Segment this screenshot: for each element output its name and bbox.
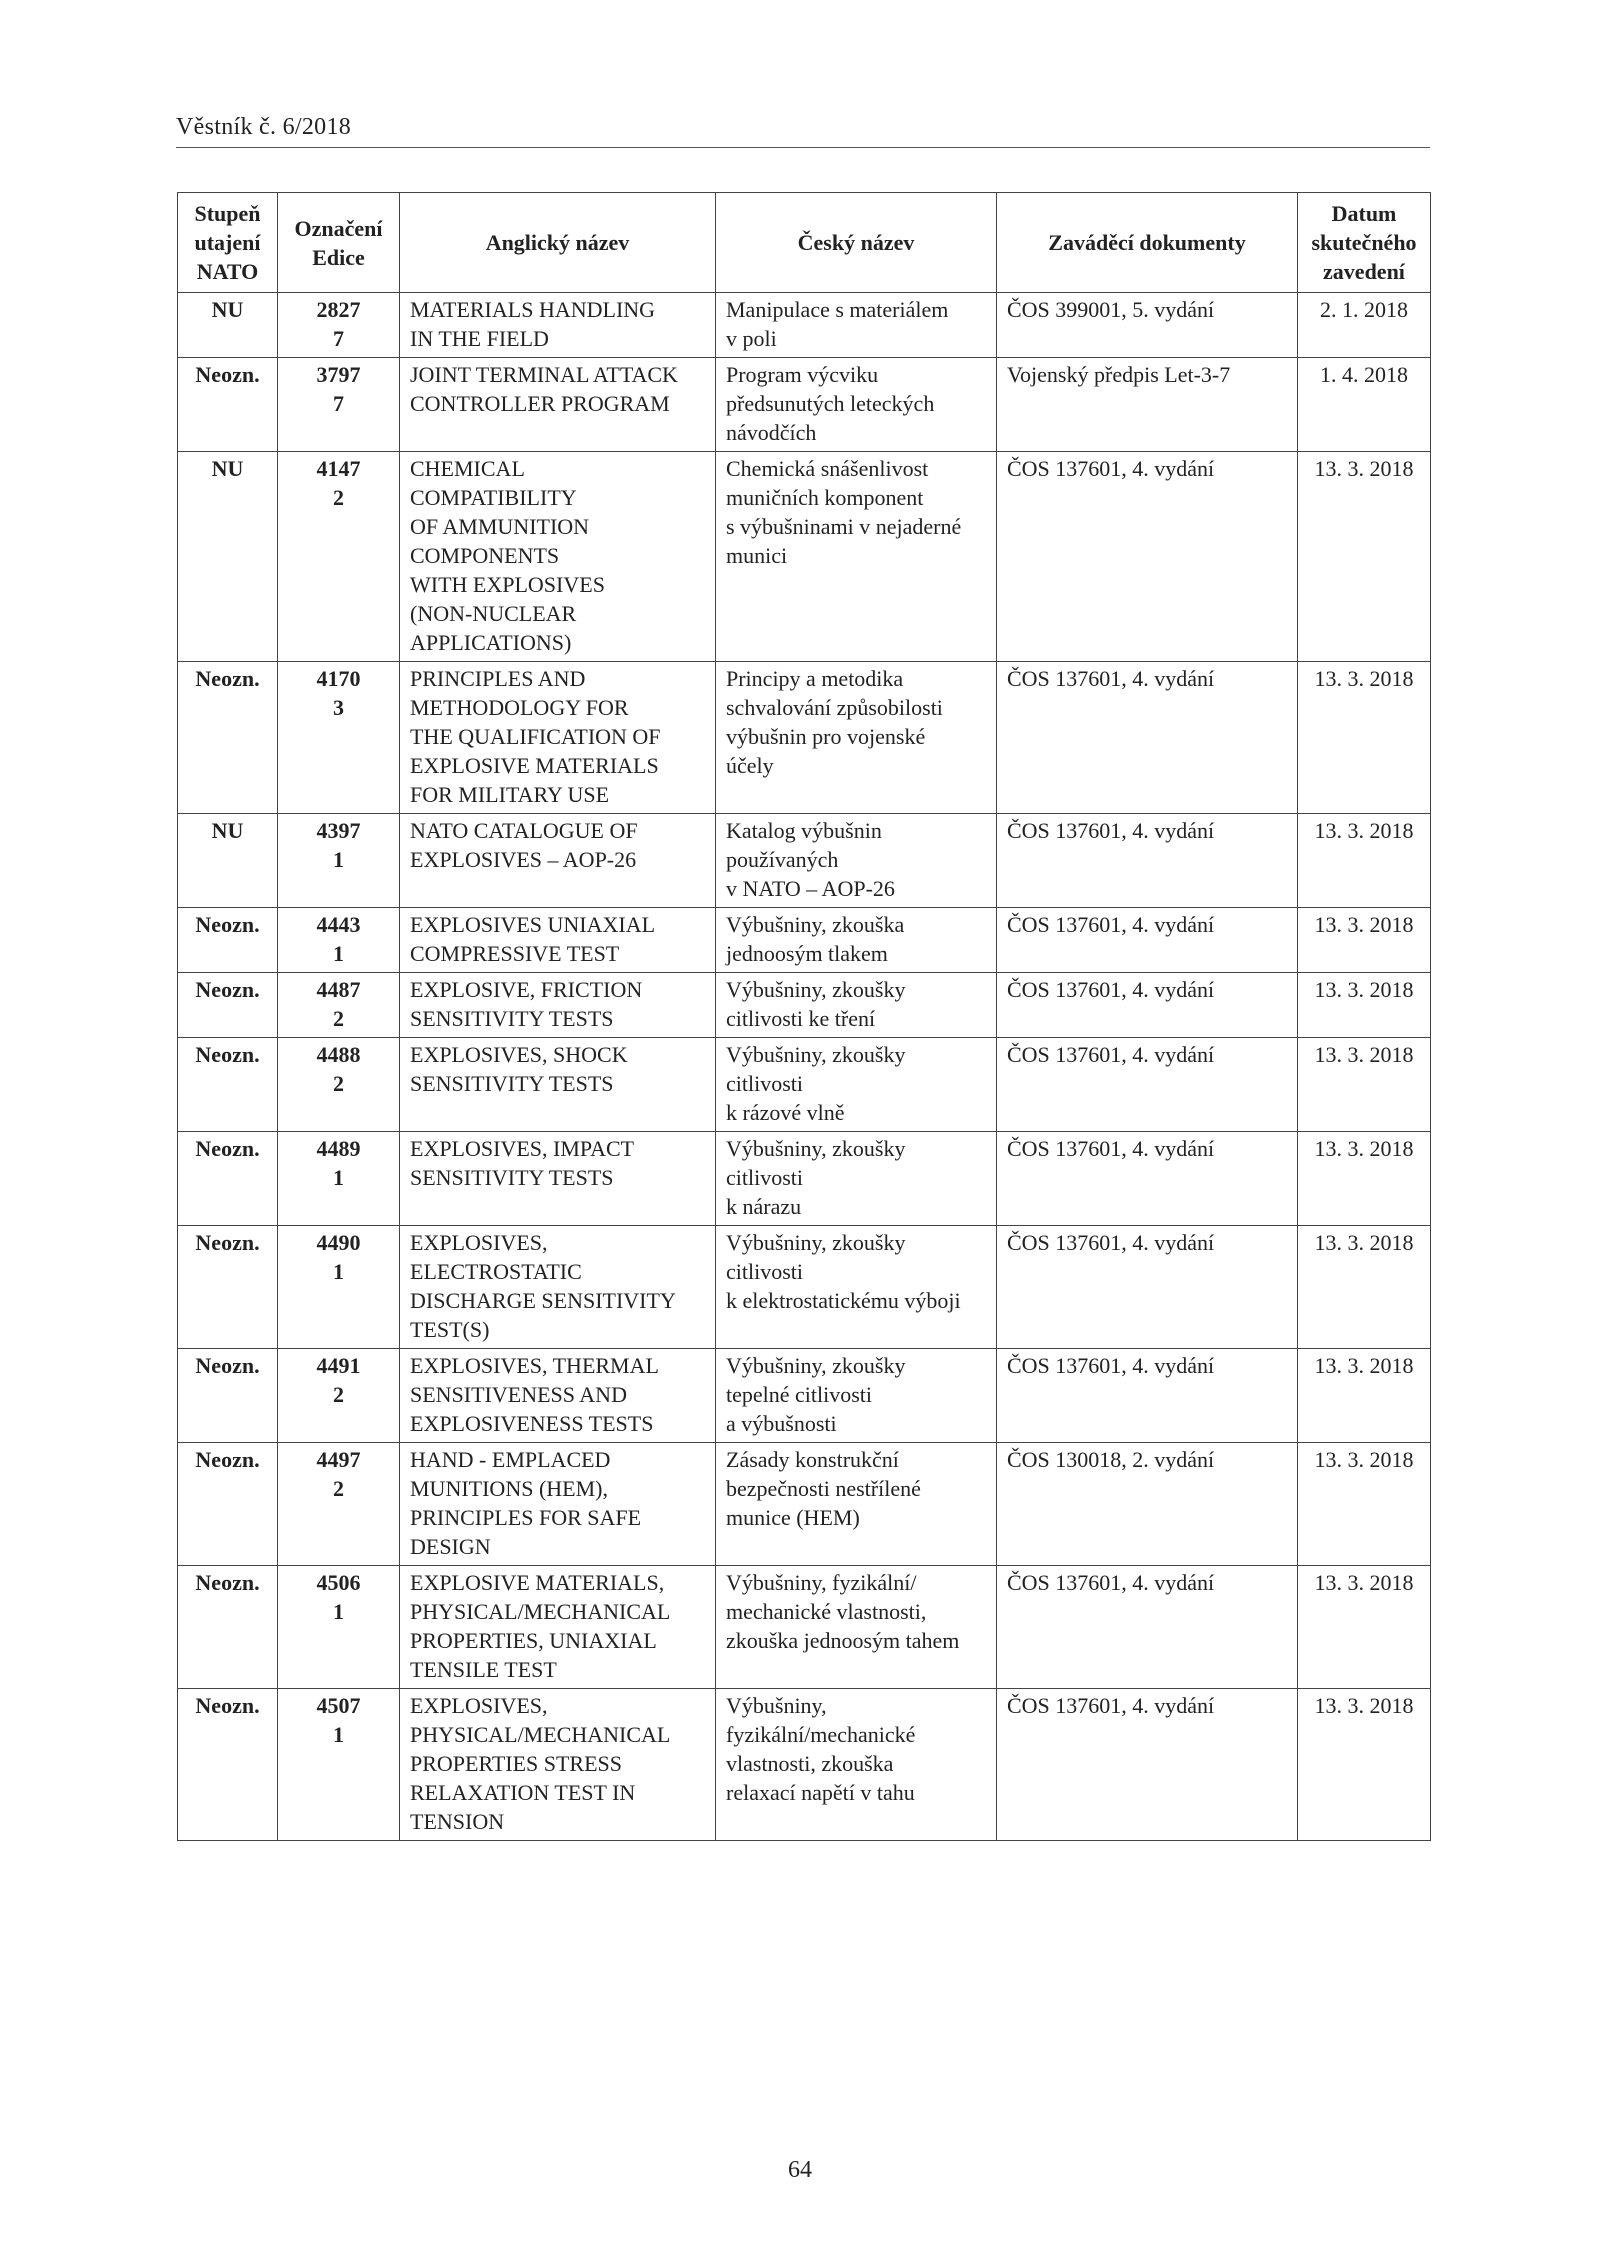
english-title-cell: EXPLOSIVES, SHOCK SENSITIVITY TESTS bbox=[400, 1038, 716, 1132]
designation-cell bbox=[278, 293, 400, 358]
classification-cell: Neozn. bbox=[178, 1566, 278, 1689]
implementing-document-cell: ČOS 137601, 4. vydání bbox=[997, 1132, 1298, 1226]
stanag-number: 4507 bbox=[316, 1693, 361, 1718]
table-row bbox=[178, 1566, 1431, 1689]
table-row bbox=[178, 814, 1431, 908]
table-row bbox=[178, 1349, 1431, 1443]
stanag-number: 4489 bbox=[316, 1136, 361, 1161]
edition-number: 1 bbox=[333, 1165, 344, 1190]
implementing-document-cell: ČOS 137601, 4. vydání bbox=[997, 662, 1298, 814]
stanag-number: 4490 bbox=[316, 1230, 361, 1255]
classification-cell: Neozn. bbox=[178, 1349, 278, 1443]
czech-title-cell: Výbušniny, fyzikální/mechanické vlastnosti, zkouška relaxací napětí v tahu bbox=[716, 1689, 997, 1841]
english-title-cell: CHEMICAL COMPATIBILITY OF AMMUNITION COMPONENTS WITH EXPLOSIVES (NON-NUCLEAR APPLICATIONS) bbox=[400, 452, 716, 662]
implementing-document-cell: ČOS 137601, 4. vydání bbox=[997, 1038, 1298, 1132]
col-header-czech-title: Český název bbox=[716, 193, 997, 293]
col-header-classification: Stupeň utajení NATO bbox=[178, 193, 278, 293]
implementing-document-cell: ČOS 137601, 4. vydání bbox=[997, 814, 1298, 908]
table-head bbox=[178, 193, 1431, 293]
classification-cell: NU bbox=[178, 814, 278, 908]
implementation-date-cell: 13. 3. 2018 bbox=[1298, 1226, 1431, 1349]
classification-cell: Neozn. bbox=[178, 1689, 278, 1841]
designation-cell bbox=[278, 1689, 400, 1841]
designation-cell bbox=[278, 973, 400, 1038]
implementing-document-cell: ČOS 137601, 4. vydání bbox=[997, 1689, 1298, 1841]
stanag-number: 4170 bbox=[316, 666, 361, 691]
designation-cell bbox=[278, 358, 400, 452]
english-title-cell: EXPLOSIVES, PHYSICAL/MECHANICAL PROPERTIES STRESS RELAXATION TEST IN TENSION bbox=[400, 1689, 716, 1841]
table-body bbox=[178, 293, 1431, 1841]
standards-table bbox=[177, 192, 1431, 1841]
stanag-number: 4497 bbox=[316, 1447, 361, 1472]
table-row bbox=[178, 1132, 1431, 1226]
designation-cell bbox=[278, 1566, 400, 1689]
classification-cell: Neozn. bbox=[178, 1443, 278, 1566]
table-row bbox=[178, 973, 1431, 1038]
col-header-implementation-date: Datum skutečného zavedení bbox=[1298, 193, 1431, 293]
czech-title-cell: Zásady konstrukční bezpečnosti nestřílené munice (HEM) bbox=[716, 1443, 997, 1566]
classification-cell: Neozn. bbox=[178, 1226, 278, 1349]
stanag-number: 4488 bbox=[316, 1042, 361, 1067]
implementing-document-cell: ČOS 399001, 5. vydání bbox=[997, 293, 1298, 358]
stanag-number: 4397 bbox=[316, 818, 361, 843]
edition-number: 7 bbox=[333, 326, 344, 351]
implementing-document-cell: Vojenský předpis Let-3-7 bbox=[997, 358, 1298, 452]
czech-title-cell: Chemická snášenlivost muničních komponent s výbušninami v nejaderné munici bbox=[716, 452, 997, 662]
implementation-date-cell: 13. 3. 2018 bbox=[1298, 1689, 1431, 1841]
czech-title-cell: Výbušniny, zkoušky tepelné citlivosti a výbušnosti bbox=[716, 1349, 997, 1443]
english-title-cell: EXPLOSIVE MATERIALS, PHYSICAL/MECHANICAL PROPERTIES, UNIAXIAL TENSILE TEST bbox=[400, 1566, 716, 1689]
implementing-document-cell: ČOS 137601, 4. vydání bbox=[997, 908, 1298, 973]
implementation-date-cell: 2. 1. 2018 bbox=[1298, 293, 1431, 358]
czech-title-cell: Katalog výbušnin používaných v NATO – AOP-26 bbox=[716, 814, 997, 908]
table-row bbox=[178, 908, 1431, 973]
designation-cell bbox=[278, 908, 400, 973]
english-title-cell: MATERIALS HANDLING IN THE FIELD bbox=[400, 293, 716, 358]
implementation-date-cell: 13. 3. 2018 bbox=[1298, 1443, 1431, 1566]
czech-title-cell: Výbušniny, fyzikální/ mechanické vlastnosti, zkouška jednoosým tahem bbox=[716, 1566, 997, 1689]
designation-cell bbox=[278, 662, 400, 814]
implementation-date-cell: 13. 3. 2018 bbox=[1298, 1566, 1431, 1689]
col-header-english-title: Anglický název bbox=[400, 193, 716, 293]
implementation-date-cell: 13. 3. 2018 bbox=[1298, 814, 1431, 908]
stanag-number: 4443 bbox=[316, 912, 361, 937]
designation-cell bbox=[278, 1349, 400, 1443]
table-header-row bbox=[178, 193, 1431, 293]
english-title-cell: EXPLOSIVES UNIAXIAL COMPRESSIVE TEST bbox=[400, 908, 716, 973]
stanag-number: 3797 bbox=[316, 362, 361, 387]
implementing-document-cell: ČOS 130018, 2. vydání bbox=[997, 1443, 1298, 1566]
implementation-date-cell: 13. 3. 2018 bbox=[1298, 1349, 1431, 1443]
col-header-implementing-documents: Zaváděcí dokumenty bbox=[997, 193, 1298, 293]
implementing-document-cell: ČOS 137601, 4. vydání bbox=[997, 452, 1298, 662]
edition-number: 1 bbox=[333, 1722, 344, 1747]
implementation-date-cell: 13. 3. 2018 bbox=[1298, 908, 1431, 973]
czech-title-cell: Výbušniny, zkoušky citlivosti k rázové vlně bbox=[716, 1038, 997, 1132]
page-header bbox=[176, 114, 1430, 148]
implementation-date-cell: 13. 3. 2018 bbox=[1298, 1132, 1431, 1226]
edition-number: 1 bbox=[333, 1259, 344, 1284]
col-header-designation: Označení Edice bbox=[278, 193, 400, 293]
table-row bbox=[178, 662, 1431, 814]
designation-cell bbox=[278, 1443, 400, 1566]
designation-cell bbox=[278, 814, 400, 908]
czech-title-cell: Program výcviku předsunutých leteckých návodčích bbox=[716, 358, 997, 452]
page-number: 64 bbox=[788, 2157, 812, 2183]
designation-cell bbox=[278, 1132, 400, 1226]
implementation-date-cell: 13. 3. 2018 bbox=[1298, 1038, 1431, 1132]
edition-number: 7 bbox=[333, 391, 344, 416]
designation-cell bbox=[278, 1226, 400, 1349]
edition-number: 1 bbox=[333, 1599, 344, 1624]
stanag-number: 4147 bbox=[316, 456, 361, 481]
page-header-title: Věstník č. 6/2018 bbox=[176, 114, 352, 140]
czech-title-cell: Výbušniny, zkoušky citlivosti k nárazu bbox=[716, 1132, 997, 1226]
czech-title-cell: Výbušniny, zkouška jednoosým tlakem bbox=[716, 908, 997, 973]
implementing-document-cell: ČOS 137601, 4. vydání bbox=[997, 973, 1298, 1038]
stanag-number: 4487 bbox=[316, 977, 361, 1002]
table-row bbox=[178, 1443, 1431, 1566]
table-row bbox=[178, 1226, 1431, 1349]
implementation-date-cell: 13. 3. 2018 bbox=[1298, 452, 1431, 662]
classification-cell: Neozn. bbox=[178, 1132, 278, 1226]
implementing-document-cell: ČOS 137601, 4. vydání bbox=[997, 1566, 1298, 1689]
edition-number: 1 bbox=[333, 941, 344, 966]
czech-title-cell: Principy a metodika schvalování způsobilosti výbušnin pro vojenské účely bbox=[716, 662, 997, 814]
table-row bbox=[178, 1689, 1431, 1841]
english-title-cell: JOINT TERMINAL ATTACK CONTROLLER PROGRAM bbox=[400, 358, 716, 452]
classification-cell: Neozn. bbox=[178, 908, 278, 973]
table-row bbox=[178, 452, 1431, 662]
table-row bbox=[178, 358, 1431, 452]
edition-number: 1 bbox=[333, 847, 344, 872]
czech-title-cell: Manipulace s materiálem v poli bbox=[716, 293, 997, 358]
stanag-number: 4491 bbox=[316, 1353, 361, 1378]
edition-number: 3 bbox=[333, 695, 344, 720]
edition-number: 2 bbox=[333, 1006, 344, 1031]
english-title-cell: NATO CATALOGUE OF EXPLOSIVES – AOP-26 bbox=[400, 814, 716, 908]
english-title-cell: EXPLOSIVES, THERMAL SENSITIVENESS AND EXPLOSIVENESS TESTS bbox=[400, 1349, 716, 1443]
classification-cell: Neozn. bbox=[178, 1038, 278, 1132]
table-row bbox=[178, 1038, 1431, 1132]
english-title-cell: HAND - EMPLACED MUNITIONS (HEM), PRINCIPLES FOR SAFE DESIGN bbox=[400, 1443, 716, 1566]
stanag-number: 2827 bbox=[316, 297, 361, 322]
implementation-date-cell: 1. 4. 2018 bbox=[1298, 358, 1431, 452]
implementing-document-cell: ČOS 137601, 4. vydání bbox=[997, 1349, 1298, 1443]
implementing-document-cell: ČOS 137601, 4. vydání bbox=[997, 1226, 1298, 1349]
designation-cell bbox=[278, 1038, 400, 1132]
czech-title-cell: Výbušniny, zkoušky citlivosti ke tření bbox=[716, 973, 997, 1038]
edition-number: 2 bbox=[333, 485, 344, 510]
czech-title-cell: Výbušniny, zkoušky citlivosti k elektrostatickému výboji bbox=[716, 1226, 997, 1349]
edition-number: 2 bbox=[333, 1476, 344, 1501]
classification-cell: Neozn. bbox=[178, 662, 278, 814]
designation-cell bbox=[278, 452, 400, 662]
classification-cell: NU bbox=[178, 452, 278, 662]
classification-cell: NU bbox=[178, 293, 278, 358]
table-row bbox=[178, 293, 1431, 358]
english-title-cell: EXPLOSIVES, ELECTROSTATIC DISCHARGE SENSITIVITY TEST(S) bbox=[400, 1226, 716, 1349]
english-title-cell: EXPLOSIVES, IMPACT SENSITIVITY TESTS bbox=[400, 1132, 716, 1226]
implementation-date-cell: 13. 3. 2018 bbox=[1298, 973, 1431, 1038]
english-title-cell: EXPLOSIVE, FRICTION SENSITIVITY TESTS bbox=[400, 973, 716, 1038]
edition-number: 2 bbox=[333, 1382, 344, 1407]
english-title-cell: PRINCIPLES AND METHODOLOGY FOR THE QUALIFICATION OF EXPLOSIVE MATERIALS FOR MILITARY USE bbox=[400, 662, 716, 814]
implementation-date-cell: 13. 3. 2018 bbox=[1298, 662, 1431, 814]
classification-cell: Neozn. bbox=[178, 973, 278, 1038]
edition-number: 2 bbox=[333, 1071, 344, 1096]
classification-cell: Neozn. bbox=[178, 358, 278, 452]
stanag-number: 4506 bbox=[316, 1570, 361, 1595]
